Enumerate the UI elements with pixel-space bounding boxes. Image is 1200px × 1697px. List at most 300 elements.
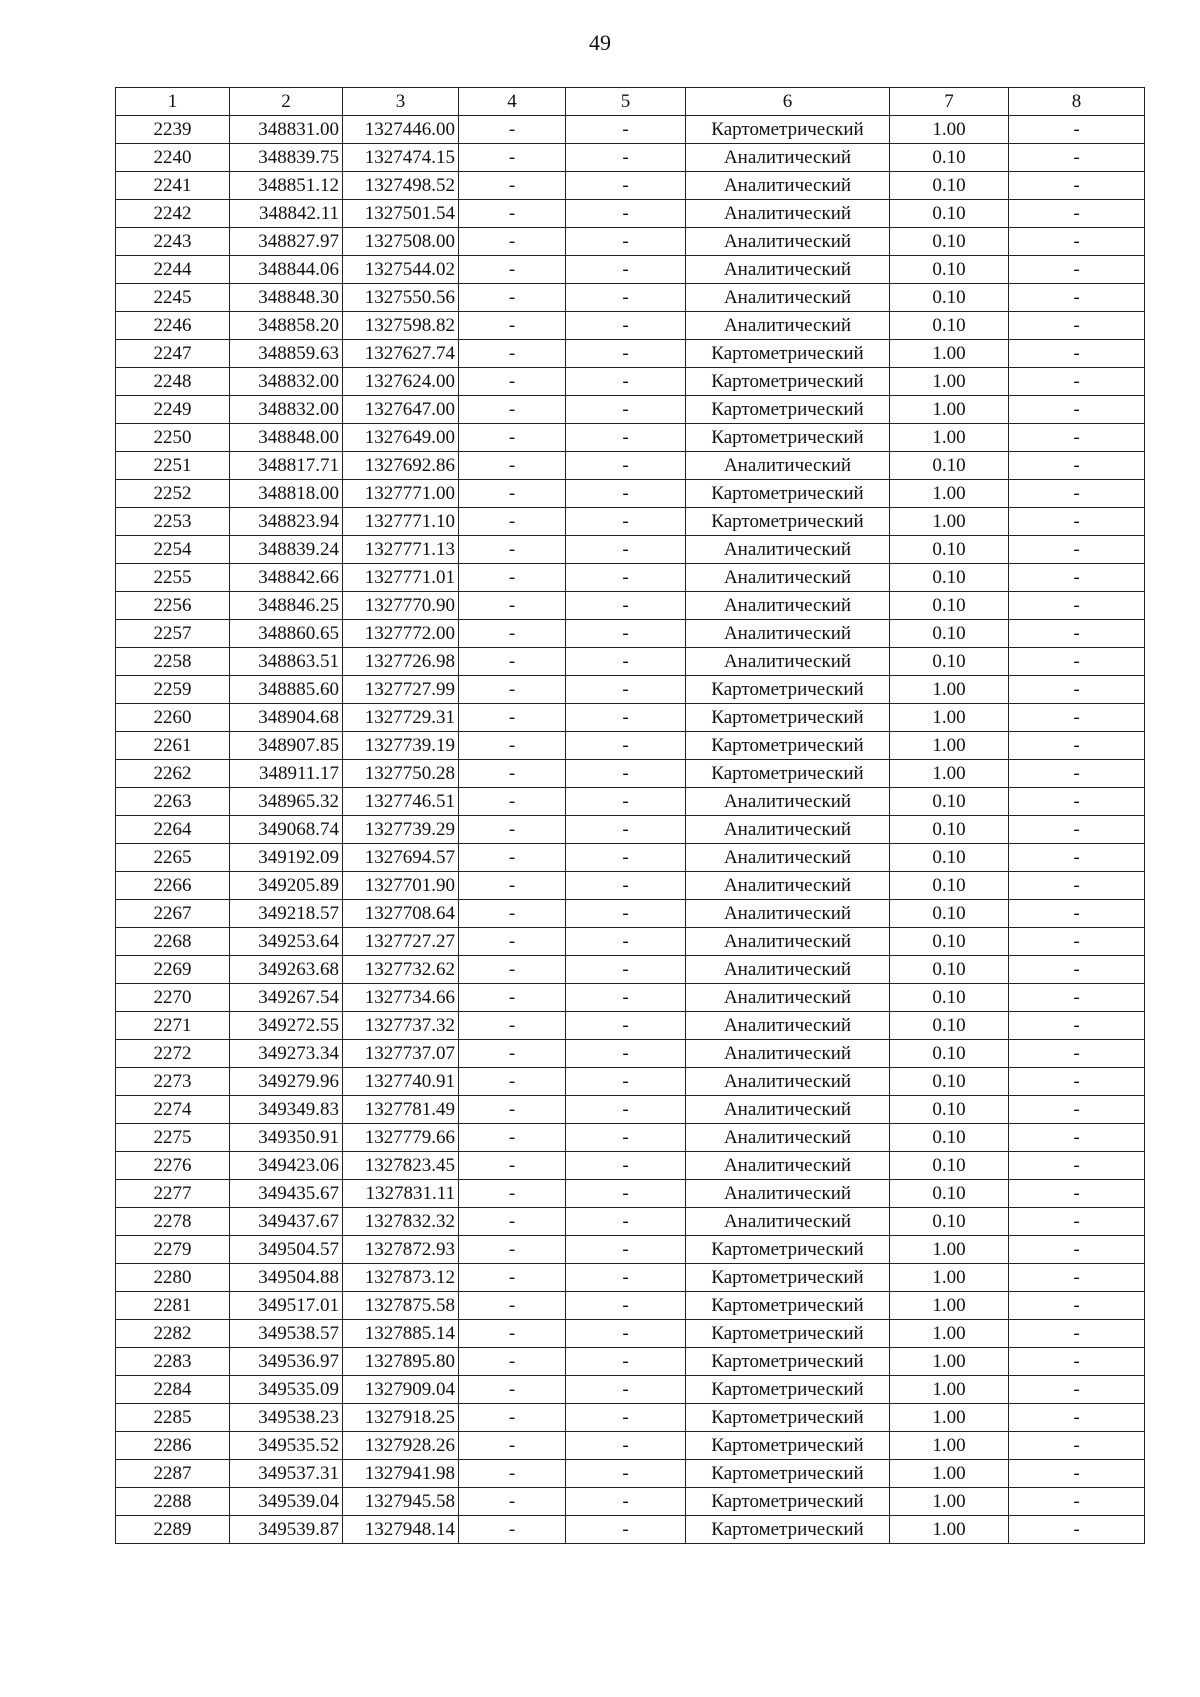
cell-col4-value: - bbox=[459, 872, 566, 900]
cell-col5-value: - bbox=[566, 396, 686, 424]
table-row bbox=[116, 816, 1145, 844]
cell-method: Аналитический bbox=[686, 312, 890, 340]
cell-col5-value: - bbox=[566, 340, 686, 368]
cell-accuracy: 1.00 bbox=[890, 704, 1009, 732]
table-row bbox=[116, 312, 1145, 340]
cell-accuracy: 0.10 bbox=[890, 144, 1009, 172]
cell-accuracy: 1.00 bbox=[890, 116, 1009, 144]
cell-col4-value: - bbox=[459, 452, 566, 480]
cell-x-coordinate: 348848.30 bbox=[230, 284, 343, 312]
cell-col5-value: - bbox=[566, 1404, 686, 1432]
cell-y-coordinate: 1327694.57 bbox=[343, 844, 459, 872]
cell-x-coordinate: 348848.00 bbox=[230, 424, 343, 452]
cell-col4-value: - bbox=[459, 1432, 566, 1460]
cell-x-coordinate: 349535.52 bbox=[230, 1432, 343, 1460]
cell-col8-value: - bbox=[1009, 816, 1145, 844]
cell-point-number: 2249 bbox=[116, 396, 230, 424]
cell-col5-value: - bbox=[566, 480, 686, 508]
cell-x-coordinate: 348859.63 bbox=[230, 340, 343, 368]
cell-x-coordinate: 349517.01 bbox=[230, 1292, 343, 1320]
cell-col4-value: - bbox=[459, 564, 566, 592]
table-row bbox=[116, 844, 1145, 872]
cell-method: Аналитический bbox=[686, 228, 890, 256]
cell-point-number: 2288 bbox=[116, 1488, 230, 1516]
cell-accuracy: 1.00 bbox=[890, 1516, 1009, 1544]
cell-method: Аналитический bbox=[686, 788, 890, 816]
cell-method: Аналитический bbox=[686, 648, 890, 676]
cell-accuracy: 0.10 bbox=[890, 536, 1009, 564]
cell-col8-value: - bbox=[1009, 1096, 1145, 1124]
cell-method: Картометрический bbox=[686, 1292, 890, 1320]
cell-y-coordinate: 1327737.32 bbox=[343, 1012, 459, 1040]
cell-accuracy: 0.10 bbox=[890, 1208, 1009, 1236]
cell-col8-value: - bbox=[1009, 1012, 1145, 1040]
cell-y-coordinate: 1327948.14 bbox=[343, 1516, 459, 1544]
table-row bbox=[116, 1012, 1145, 1040]
cell-x-coordinate: 348832.00 bbox=[230, 396, 343, 424]
cell-point-number: 2281 bbox=[116, 1292, 230, 1320]
cell-y-coordinate: 1327734.66 bbox=[343, 984, 459, 1012]
cell-col4-value: - bbox=[459, 116, 566, 144]
cell-col8-value: - bbox=[1009, 144, 1145, 172]
cell-method: Аналитический bbox=[686, 1208, 890, 1236]
table-row bbox=[116, 1180, 1145, 1208]
cell-col8-value: - bbox=[1009, 1152, 1145, 1180]
table-row bbox=[116, 256, 1145, 284]
table-row bbox=[116, 1124, 1145, 1152]
cell-x-coordinate: 349279.96 bbox=[230, 1068, 343, 1096]
cell-method: Аналитический bbox=[686, 1012, 890, 1040]
cell-col8-value: - bbox=[1009, 872, 1145, 900]
cell-col8-value: - bbox=[1009, 116, 1145, 144]
cell-method: Картометрический bbox=[686, 340, 890, 368]
cell-method: Картометрический bbox=[686, 1432, 890, 1460]
cell-y-coordinate: 1327779.66 bbox=[343, 1124, 459, 1152]
cell-accuracy: 1.00 bbox=[890, 340, 1009, 368]
cell-point-number: 2252 bbox=[116, 480, 230, 508]
table-row bbox=[116, 284, 1145, 312]
cell-col8-value: - bbox=[1009, 760, 1145, 788]
cell-y-coordinate: 1327474.15 bbox=[343, 144, 459, 172]
cell-point-number: 2279 bbox=[116, 1236, 230, 1264]
cell-method: Аналитический bbox=[686, 256, 890, 284]
cell-col4-value: - bbox=[459, 648, 566, 676]
table-row bbox=[116, 900, 1145, 928]
cell-x-coordinate: 349349.83 bbox=[230, 1096, 343, 1124]
cell-x-coordinate: 349504.57 bbox=[230, 1236, 343, 1264]
cell-method: Картометрический bbox=[686, 732, 890, 760]
cell-method: Аналитический bbox=[686, 956, 890, 984]
cell-y-coordinate: 1327727.27 bbox=[343, 928, 459, 956]
cell-x-coordinate: 348839.24 bbox=[230, 536, 343, 564]
cell-x-coordinate: 348844.06 bbox=[230, 256, 343, 284]
cell-point-number: 2240 bbox=[116, 144, 230, 172]
cell-accuracy: 0.10 bbox=[890, 1068, 1009, 1096]
cell-method: Картометрический bbox=[686, 1404, 890, 1432]
cell-y-coordinate: 1327647.00 bbox=[343, 396, 459, 424]
cell-col4-value: - bbox=[459, 900, 566, 928]
column-header: 8 bbox=[1009, 88, 1145, 116]
cell-col5-value: - bbox=[566, 536, 686, 564]
cell-method: Аналитический bbox=[686, 620, 890, 648]
cell-col4-value: - bbox=[459, 228, 566, 256]
cell-point-number: 2263 bbox=[116, 788, 230, 816]
cell-method: Аналитический bbox=[686, 872, 890, 900]
cell-x-coordinate: 349218.57 bbox=[230, 900, 343, 928]
cell-col8-value: - bbox=[1009, 592, 1145, 620]
cell-point-number: 2275 bbox=[116, 1124, 230, 1152]
cell-y-coordinate: 1327941.98 bbox=[343, 1460, 459, 1488]
cell-point-number: 2269 bbox=[116, 956, 230, 984]
cell-method: Аналитический bbox=[686, 844, 890, 872]
cell-y-coordinate: 1327832.32 bbox=[343, 1208, 459, 1236]
cell-x-coordinate: 349537.31 bbox=[230, 1460, 343, 1488]
cell-col8-value: - bbox=[1009, 312, 1145, 340]
cell-y-coordinate: 1327872.93 bbox=[343, 1236, 459, 1264]
cell-col8-value: - bbox=[1009, 1320, 1145, 1348]
table-row bbox=[116, 452, 1145, 480]
cell-col8-value: - bbox=[1009, 732, 1145, 760]
table-row bbox=[116, 1040, 1145, 1068]
cell-col5-value: - bbox=[566, 312, 686, 340]
cell-point-number: 2287 bbox=[116, 1460, 230, 1488]
cell-accuracy: 0.10 bbox=[890, 1096, 1009, 1124]
cell-method: Аналитический bbox=[686, 452, 890, 480]
cell-accuracy: 0.10 bbox=[890, 452, 1009, 480]
cell-point-number: 2241 bbox=[116, 172, 230, 200]
table-row bbox=[116, 480, 1145, 508]
cell-point-number: 2251 bbox=[116, 452, 230, 480]
cell-x-coordinate: 349539.04 bbox=[230, 1488, 343, 1516]
cell-col4-value: - bbox=[459, 1040, 566, 1068]
cell-col5-value: - bbox=[566, 1292, 686, 1320]
column-header: 6 bbox=[686, 88, 890, 116]
cell-col4-value: - bbox=[459, 340, 566, 368]
cell-col4-value: - bbox=[459, 508, 566, 536]
cell-method: Аналитический bbox=[686, 900, 890, 928]
cell-col4-value: - bbox=[459, 1096, 566, 1124]
table-row bbox=[116, 1488, 1145, 1516]
cell-method: Аналитический bbox=[686, 816, 890, 844]
cell-accuracy: 1.00 bbox=[890, 760, 1009, 788]
cell-method: Аналитический bbox=[686, 984, 890, 1012]
cell-accuracy: 0.10 bbox=[890, 1040, 1009, 1068]
cell-col8-value: - bbox=[1009, 1236, 1145, 1264]
cell-x-coordinate: 349437.67 bbox=[230, 1208, 343, 1236]
cell-accuracy: 1.00 bbox=[890, 1348, 1009, 1376]
table-row bbox=[116, 1404, 1145, 1432]
cell-point-number: 2283 bbox=[116, 1348, 230, 1376]
cell-col4-value: - bbox=[459, 676, 566, 704]
cell-col8-value: - bbox=[1009, 508, 1145, 536]
cell-col8-value: - bbox=[1009, 564, 1145, 592]
cell-col5-value: - bbox=[566, 1124, 686, 1152]
cell-point-number: 2261 bbox=[116, 732, 230, 760]
cell-y-coordinate: 1327498.52 bbox=[343, 172, 459, 200]
cell-y-coordinate: 1327771.10 bbox=[343, 508, 459, 536]
cell-point-number: 2239 bbox=[116, 116, 230, 144]
cell-accuracy: 1.00 bbox=[890, 1292, 1009, 1320]
table-row bbox=[116, 228, 1145, 256]
cell-col5-value: - bbox=[566, 844, 686, 872]
cell-y-coordinate: 1327729.31 bbox=[343, 704, 459, 732]
cell-point-number: 2254 bbox=[116, 536, 230, 564]
cell-method: Картометрический bbox=[686, 424, 890, 452]
table-row bbox=[116, 340, 1145, 368]
cell-col4-value: - bbox=[459, 312, 566, 340]
cell-col4-value: - bbox=[459, 592, 566, 620]
cell-point-number: 2245 bbox=[116, 284, 230, 312]
cell-col4-value: - bbox=[459, 396, 566, 424]
cell-point-number: 2244 bbox=[116, 256, 230, 284]
cell-col4-value: - bbox=[459, 732, 566, 760]
cell-col4-value: - bbox=[459, 480, 566, 508]
cell-point-number: 2289 bbox=[116, 1516, 230, 1544]
cell-col5-value: - bbox=[566, 452, 686, 480]
cell-accuracy: 0.10 bbox=[890, 956, 1009, 984]
cell-x-coordinate: 348911.17 bbox=[230, 760, 343, 788]
cell-accuracy: 0.10 bbox=[890, 620, 1009, 648]
cell-accuracy: 0.10 bbox=[890, 172, 1009, 200]
cell-accuracy: 0.10 bbox=[890, 648, 1009, 676]
table-row bbox=[116, 648, 1145, 676]
cell-col4-value: - bbox=[459, 844, 566, 872]
cell-method: Картометрический bbox=[686, 676, 890, 704]
cell-x-coordinate: 349253.64 bbox=[230, 928, 343, 956]
cell-accuracy: 0.10 bbox=[890, 928, 1009, 956]
cell-col4-value: - bbox=[459, 928, 566, 956]
cell-point-number: 2246 bbox=[116, 312, 230, 340]
cell-y-coordinate: 1327692.86 bbox=[343, 452, 459, 480]
cell-point-number: 2270 bbox=[116, 984, 230, 1012]
cell-accuracy: 1.00 bbox=[890, 396, 1009, 424]
table-row bbox=[116, 1348, 1145, 1376]
cell-x-coordinate: 348858.20 bbox=[230, 312, 343, 340]
cell-x-coordinate: 348851.12 bbox=[230, 172, 343, 200]
cell-col5-value: - bbox=[566, 1012, 686, 1040]
cell-col4-value: - bbox=[459, 956, 566, 984]
cell-col4-value: - bbox=[459, 1348, 566, 1376]
cell-col8-value: - bbox=[1009, 284, 1145, 312]
cell-col8-value: - bbox=[1009, 368, 1145, 396]
cell-col4-value: - bbox=[459, 1012, 566, 1040]
cell-y-coordinate: 1327770.90 bbox=[343, 592, 459, 620]
cell-point-number: 2268 bbox=[116, 928, 230, 956]
cell-accuracy: 1.00 bbox=[890, 508, 1009, 536]
column-header: 7 bbox=[890, 88, 1009, 116]
table-row bbox=[116, 984, 1145, 1012]
cell-col4-value: - bbox=[459, 620, 566, 648]
cell-col5-value: - bbox=[566, 648, 686, 676]
cell-x-coordinate: 349205.89 bbox=[230, 872, 343, 900]
cell-point-number: 2257 bbox=[116, 620, 230, 648]
cell-col8-value: - bbox=[1009, 1264, 1145, 1292]
cell-accuracy: 0.10 bbox=[890, 1124, 1009, 1152]
cell-x-coordinate: 349536.97 bbox=[230, 1348, 343, 1376]
cell-col4-value: - bbox=[459, 144, 566, 172]
cell-accuracy: 0.10 bbox=[890, 592, 1009, 620]
cell-y-coordinate: 1327781.49 bbox=[343, 1096, 459, 1124]
cell-y-coordinate: 1327544.02 bbox=[343, 256, 459, 284]
cell-method: Аналитический bbox=[686, 1152, 890, 1180]
table-row bbox=[116, 1236, 1145, 1264]
cell-point-number: 2248 bbox=[116, 368, 230, 396]
cell-col8-value: - bbox=[1009, 928, 1145, 956]
cell-y-coordinate: 1327918.25 bbox=[343, 1404, 459, 1432]
cell-x-coordinate: 348885.60 bbox=[230, 676, 343, 704]
cell-method: Картометрический bbox=[686, 1460, 890, 1488]
cell-accuracy: 1.00 bbox=[890, 1264, 1009, 1292]
cell-accuracy: 0.10 bbox=[890, 900, 1009, 928]
table-row bbox=[116, 1432, 1145, 1460]
cell-col4-value: - bbox=[459, 1264, 566, 1292]
table-row bbox=[116, 508, 1145, 536]
cell-x-coordinate: 349272.55 bbox=[230, 1012, 343, 1040]
cell-method: Аналитический bbox=[686, 172, 890, 200]
cell-y-coordinate: 1327627.74 bbox=[343, 340, 459, 368]
cell-x-coordinate: 349267.54 bbox=[230, 984, 343, 1012]
cell-col8-value: - bbox=[1009, 1292, 1145, 1320]
cell-col5-value: - bbox=[566, 172, 686, 200]
cell-col4-value: - bbox=[459, 284, 566, 312]
cell-col8-value: - bbox=[1009, 340, 1145, 368]
cell-col4-value: - bbox=[459, 424, 566, 452]
cell-col8-value: - bbox=[1009, 172, 1145, 200]
cell-accuracy: 0.10 bbox=[890, 984, 1009, 1012]
cell-point-number: 2258 bbox=[116, 648, 230, 676]
cell-method: Картометрический bbox=[686, 508, 890, 536]
cell-accuracy: 0.10 bbox=[890, 200, 1009, 228]
cell-accuracy: 0.10 bbox=[890, 816, 1009, 844]
column-header: 5 bbox=[566, 88, 686, 116]
cell-method: Картометрический bbox=[686, 396, 890, 424]
cell-col5-value: - bbox=[566, 284, 686, 312]
table-row bbox=[116, 704, 1145, 732]
cell-accuracy: 0.10 bbox=[890, 872, 1009, 900]
table-row bbox=[116, 872, 1145, 900]
cell-col8-value: - bbox=[1009, 1516, 1145, 1544]
cell-x-coordinate: 348863.51 bbox=[230, 648, 343, 676]
cell-point-number: 2285 bbox=[116, 1404, 230, 1432]
table-row bbox=[116, 1152, 1145, 1180]
cell-method: Аналитический bbox=[686, 284, 890, 312]
cell-method: Аналитический bbox=[686, 200, 890, 228]
cell-y-coordinate: 1327771.13 bbox=[343, 536, 459, 564]
cell-accuracy: 1.00 bbox=[890, 1376, 1009, 1404]
cell-accuracy: 1.00 bbox=[890, 1320, 1009, 1348]
cell-col4-value: - bbox=[459, 1208, 566, 1236]
column-header: 2 bbox=[230, 88, 343, 116]
cell-col4-value: - bbox=[459, 172, 566, 200]
cell-x-coordinate: 349273.34 bbox=[230, 1040, 343, 1068]
cell-col5-value: - bbox=[566, 1432, 686, 1460]
cell-method: Аналитический bbox=[686, 144, 890, 172]
cell-accuracy: 0.10 bbox=[890, 1012, 1009, 1040]
table-row bbox=[116, 1068, 1145, 1096]
cell-x-coordinate: 348965.32 bbox=[230, 788, 343, 816]
cell-point-number: 2267 bbox=[116, 900, 230, 928]
cell-y-coordinate: 1327771.01 bbox=[343, 564, 459, 592]
cell-accuracy: 1.00 bbox=[890, 1460, 1009, 1488]
cell-col5-value: - bbox=[566, 1516, 686, 1544]
cell-col5-value: - bbox=[566, 592, 686, 620]
cell-y-coordinate: 1327624.00 bbox=[343, 368, 459, 396]
table-row bbox=[116, 564, 1145, 592]
cell-accuracy: 0.10 bbox=[890, 788, 1009, 816]
cell-col5-value: - bbox=[566, 816, 686, 844]
cell-y-coordinate: 1327928.26 bbox=[343, 1432, 459, 1460]
cell-col8-value: - bbox=[1009, 424, 1145, 452]
column-header: 4 bbox=[459, 88, 566, 116]
column-header: 1 bbox=[116, 88, 230, 116]
cell-method: Аналитический bbox=[686, 592, 890, 620]
cell-accuracy: 0.10 bbox=[890, 256, 1009, 284]
cell-col5-value: - bbox=[566, 788, 686, 816]
cell-x-coordinate: 349192.09 bbox=[230, 844, 343, 872]
cell-accuracy: 0.10 bbox=[890, 1152, 1009, 1180]
cell-col4-value: - bbox=[459, 1068, 566, 1096]
cell-y-coordinate: 1327909.04 bbox=[343, 1376, 459, 1404]
cell-accuracy: 0.10 bbox=[890, 284, 1009, 312]
cell-col5-value: - bbox=[566, 900, 686, 928]
cell-y-coordinate: 1327508.00 bbox=[343, 228, 459, 256]
cell-y-coordinate: 1327701.90 bbox=[343, 872, 459, 900]
cell-x-coordinate: 348907.85 bbox=[230, 732, 343, 760]
cell-col4-value: - bbox=[459, 368, 566, 396]
cell-method: Картометрический bbox=[686, 368, 890, 396]
table-row bbox=[116, 172, 1145, 200]
cell-y-coordinate: 1327945.58 bbox=[343, 1488, 459, 1516]
cell-method: Картометрический bbox=[686, 1488, 890, 1516]
cell-x-coordinate: 348831.00 bbox=[230, 116, 343, 144]
cell-col5-value: - bbox=[566, 1152, 686, 1180]
cell-x-coordinate: 348904.68 bbox=[230, 704, 343, 732]
cell-col5-value: - bbox=[566, 928, 686, 956]
cell-col5-value: - bbox=[566, 116, 686, 144]
cell-col5-value: - bbox=[566, 956, 686, 984]
cell-col8-value: - bbox=[1009, 1348, 1145, 1376]
cell-point-number: 2271 bbox=[116, 1012, 230, 1040]
cell-x-coordinate: 348827.97 bbox=[230, 228, 343, 256]
cell-y-coordinate: 1327771.00 bbox=[343, 480, 459, 508]
cell-col8-value: - bbox=[1009, 844, 1145, 872]
cell-y-coordinate: 1327740.91 bbox=[343, 1068, 459, 1096]
coordinates-table bbox=[115, 87, 1145, 1544]
cell-accuracy: 1.00 bbox=[890, 1432, 1009, 1460]
cell-col8-value: - bbox=[1009, 648, 1145, 676]
cell-col8-value: - bbox=[1009, 228, 1145, 256]
cell-col5-value: - bbox=[566, 704, 686, 732]
table-row bbox=[116, 788, 1145, 816]
cell-col8-value: - bbox=[1009, 536, 1145, 564]
cell-x-coordinate: 348842.66 bbox=[230, 564, 343, 592]
cell-x-coordinate: 348839.75 bbox=[230, 144, 343, 172]
cell-x-coordinate: 349539.87 bbox=[230, 1516, 343, 1544]
cell-point-number: 2277 bbox=[116, 1180, 230, 1208]
cell-method: Аналитический bbox=[686, 1096, 890, 1124]
cell-method: Картометрический bbox=[686, 1516, 890, 1544]
cell-method: Картометрический bbox=[686, 1376, 890, 1404]
cell-y-coordinate: 1327875.58 bbox=[343, 1292, 459, 1320]
cell-col5-value: - bbox=[566, 508, 686, 536]
cell-method: Картометрический bbox=[686, 480, 890, 508]
page-number: 49 bbox=[589, 30, 611, 55]
cell-col5-value: - bbox=[566, 620, 686, 648]
cell-col5-value: - bbox=[566, 760, 686, 788]
cell-y-coordinate: 1327772.00 bbox=[343, 620, 459, 648]
table-header bbox=[116, 88, 1145, 116]
cell-col4-value: - bbox=[459, 1516, 566, 1544]
